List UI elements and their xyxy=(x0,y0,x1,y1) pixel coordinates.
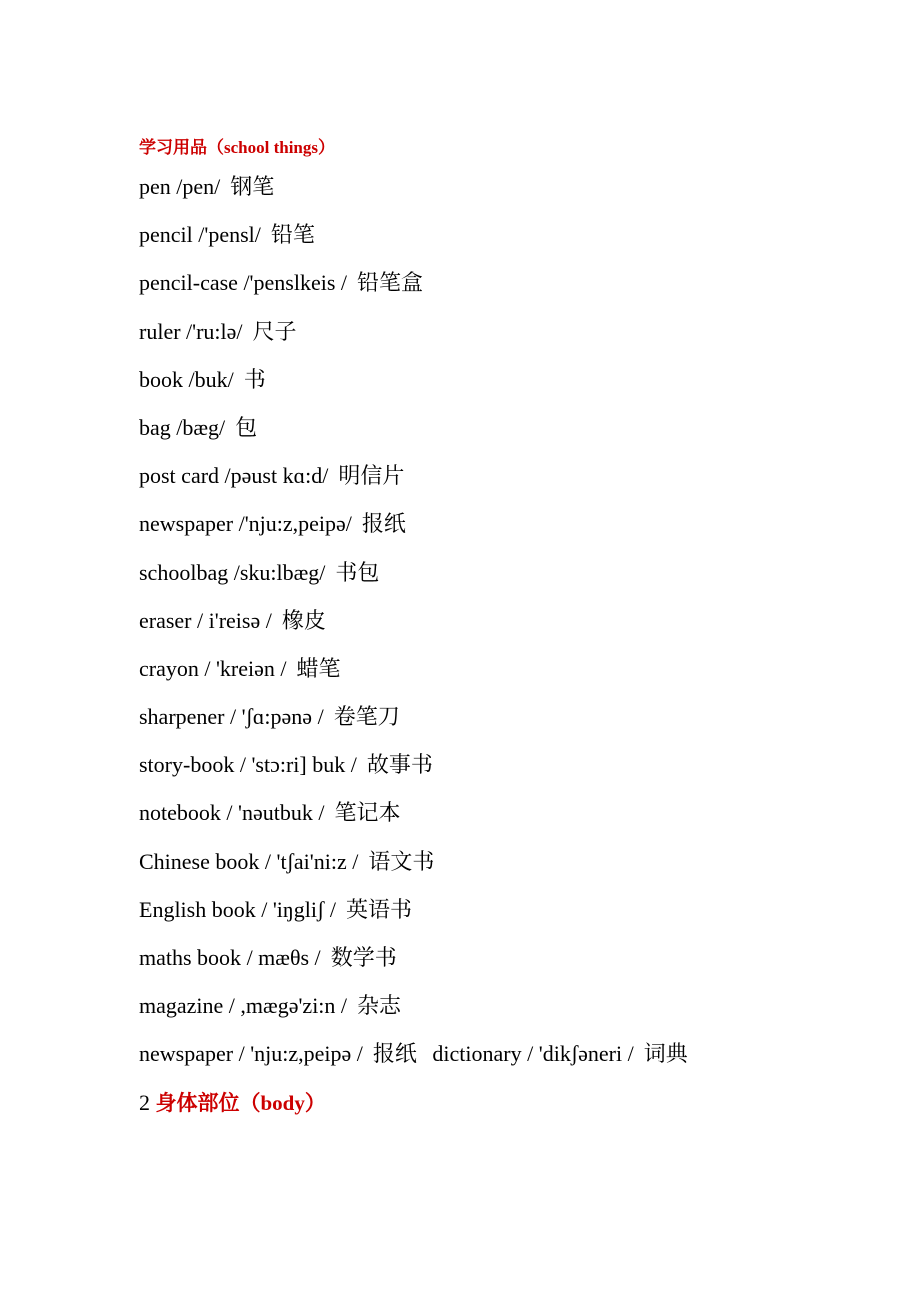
entry-phonetic: /pen/ xyxy=(176,174,221,199)
entry-list xyxy=(139,163,879,1030)
entry-meaning: 笔记本 xyxy=(334,800,401,826)
entry-meaning: 报纸 xyxy=(372,1041,417,1067)
entry-word: notebook xyxy=(139,800,221,826)
entry-word: pencil xyxy=(139,222,193,248)
entry-row xyxy=(139,693,879,741)
entry-row xyxy=(139,934,879,982)
entry-word: English book xyxy=(139,896,256,922)
entry-word: Chinese book xyxy=(139,848,265,874)
entry-word: story-book xyxy=(139,752,235,778)
entry-word: bag xyxy=(139,414,171,440)
entry-row xyxy=(139,549,879,597)
entry-phonetic: /'penslkeis / xyxy=(243,270,348,296)
entry-word: sharpener xyxy=(139,704,225,730)
entry-word: newspaper xyxy=(139,1041,234,1067)
entry-meaning: 报纸 xyxy=(361,511,406,537)
entry-row xyxy=(139,452,879,500)
section-title-body xyxy=(139,1079,879,1127)
entry-word: eraser xyxy=(139,607,192,633)
entry-row xyxy=(139,163,879,211)
entry-row xyxy=(139,982,879,1030)
entry-row xyxy=(139,211,879,259)
entry-row xyxy=(139,886,879,934)
entry-row xyxy=(139,500,879,548)
entry-word: crayon xyxy=(139,655,199,681)
entry-phonetic: / 'nju:z,peipə / xyxy=(238,1041,363,1067)
entry-meaning: 尺子 xyxy=(252,318,297,344)
entry-meaning: 词典 xyxy=(643,1041,688,1067)
entry-phonetic: / 'stɔ:ri] buk / xyxy=(239,752,357,778)
entry-phonetic: /'nju:z,peipə/ xyxy=(238,511,352,537)
entry-row xyxy=(139,838,879,886)
entry-row xyxy=(139,741,879,789)
entry-meaning: 数学书 xyxy=(330,945,397,970)
entry-meaning: 包 xyxy=(235,414,258,440)
entry-phonetic: /bæg/ xyxy=(176,414,226,440)
entry-meaning: 杂志 xyxy=(357,993,402,1019)
entry-phonetic: / 'tʃai'ni:z / xyxy=(264,848,359,874)
entry-word: magazine xyxy=(139,993,224,1019)
entry-phonetic: /pəust kɑ:d/ xyxy=(224,463,329,489)
entry-phonetic: / i'reisə / xyxy=(197,607,272,633)
entry-phonetic: / 'dikʃəneri / xyxy=(527,1041,634,1067)
entry-meaning: 明信片 xyxy=(338,463,405,489)
entry-word: pencil-case xyxy=(139,270,238,296)
vocabulary-list xyxy=(139,133,879,1127)
entry-phonetic: / mæθs / xyxy=(246,945,321,970)
entry-word: book xyxy=(139,366,183,392)
entry-meaning: 语文书 xyxy=(368,848,435,874)
entry-row xyxy=(139,259,879,307)
section-number: 2 xyxy=(139,1089,150,1115)
entry-phonetic: / 'ʃɑ:pənə / xyxy=(230,704,324,730)
entry-meaning: 钢笔 xyxy=(230,174,275,199)
entry-meaning: 卷笔刀 xyxy=(333,704,400,730)
entry-meaning: 蜡笔 xyxy=(296,655,341,681)
entry-meaning: 书 xyxy=(243,366,266,392)
entry-line-combined xyxy=(139,1030,879,1078)
entry-row xyxy=(139,308,879,356)
entry-phonetic: / ,mægə'zi:n / xyxy=(228,993,348,1019)
entry-word: newspaper xyxy=(139,511,234,537)
entry-row xyxy=(139,404,879,452)
entry-meaning: 橡皮 xyxy=(281,607,326,633)
entry-word: dictionary xyxy=(432,1041,522,1067)
section-title-school-things: 学习用品（school things） xyxy=(139,138,335,157)
entry-phonetic: /'pensl/ xyxy=(198,222,261,248)
entry-word: post card xyxy=(139,463,220,489)
entry-meaning: 铅笔 xyxy=(270,222,315,248)
entry-phonetic: /buk/ xyxy=(188,366,234,392)
entry-word: pen xyxy=(139,174,171,199)
entry-meaning: 故事书 xyxy=(366,752,433,778)
entry-word: schoolbag xyxy=(139,559,229,585)
entry-phonetic: / 'kreiən / xyxy=(204,655,287,681)
entry-row xyxy=(139,645,879,693)
entry-phonetic: /'ru:lə/ xyxy=(186,318,243,344)
entry-meaning: 英语书 xyxy=(345,896,412,922)
entry-phonetic: /sku:lbæg/ xyxy=(233,559,326,585)
entry-phonetic: / 'iŋgliʃ / xyxy=(261,896,336,922)
entry-word: maths book xyxy=(139,945,247,970)
entry-meaning: 书包 xyxy=(335,559,380,585)
entry-row xyxy=(139,597,879,645)
entry-meaning: 铅笔盒 xyxy=(357,270,424,296)
entry-phonetic: / 'nəutbuk / xyxy=(226,800,325,826)
entry-row xyxy=(139,789,879,837)
section-heading: 身体部位（body） xyxy=(155,1090,326,1115)
entry-word: ruler xyxy=(139,318,181,344)
entry-row xyxy=(139,356,879,404)
